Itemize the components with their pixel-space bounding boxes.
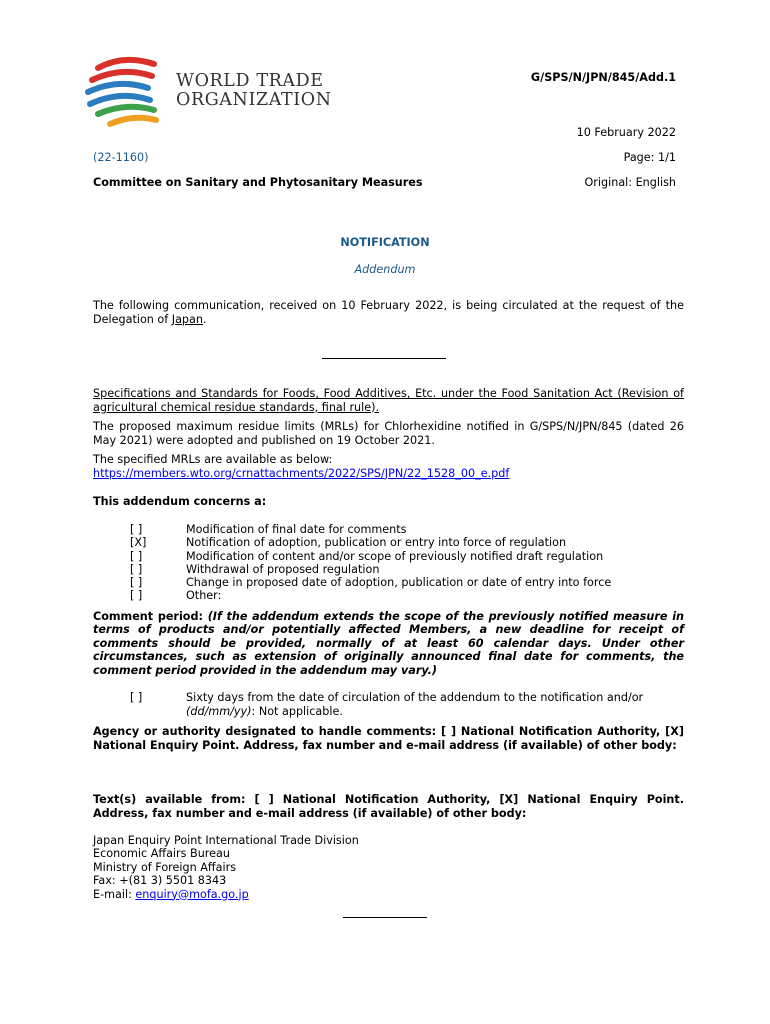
reference-number: (22-1160) [93, 151, 149, 164]
checklist-item [130, 589, 690, 602]
committee-name: Committee on Sanitary and Phytosanitary Measures [93, 176, 423, 189]
checklist-item [130, 536, 690, 549]
organization-name: WORLD TRADE ORGANIZATION [176, 71, 332, 110]
page-subtitle: Addendum [354, 263, 416, 276]
sixty-days-row: [ ] Sixty days from the date of circulation of the addendum to the notification and/or (dd/mm/yy): Not applicable. [130, 691, 644, 718]
checkbox[interactable]: [ ] [130, 576, 143, 590]
divider [322, 358, 446, 359]
address-block: Japan Enquiry Point International Trade Division Economic Affairs Bureau Ministry of Foreign Affairs Fax: +(81 3) 5501 8343 E-mail: enquiry@mofa.go.jp [93, 834, 359, 901]
original-language: Original: English [584, 176, 676, 189]
agency-authority: Agency or authority designated to handle comments: [ ] National Notification Authority, [X] National Enquiry Point. Address, fax number and e-mail address (if available) of other body: [93, 725, 684, 752]
checklist-label: Modification of final date for comments [186, 523, 407, 536]
checklist-item [130, 563, 690, 576]
checklist-item [130, 576, 690, 589]
checklist-label: Withdrawal of proposed regulation [186, 562, 380, 576]
checkbox[interactable]: [ ] [130, 589, 143, 603]
end-divider [343, 917, 427, 918]
body-paragraph: The proposed maximum residue limits (MRLs) for Chlorhexidine notified in G/SPS/N/JPN/845 (dated 26 May 2021) were adopted and published on 19 October 2021. [93, 420, 684, 447]
checklist-label: Notification of adoption, publication or entry into force of regulation [186, 536, 567, 550]
checkbox[interactable]: [X] [130, 536, 147, 550]
member-name: Japan [171, 312, 203, 326]
page-title: NOTIFICATION [340, 236, 430, 249]
page-number: Page: 1/1 [623, 151, 676, 164]
document-symbol: G/SPS/N/JPN/845/Add.1 [530, 71, 676, 84]
document-date: 10 February 2022 [576, 126, 676, 139]
checklist-label: Modification of content and/or scope of previously notified draft regulation [186, 549, 604, 563]
email-link[interactable]: enquiry@mofa.go.jp [135, 887, 249, 901]
mrl-info: The specified MRLs are available as below: https://members.wto.org/crnattachments/2022/SPS/JPN/22_1528_00_e.pdf [93, 453, 510, 480]
intro-paragraph: The following communication, received on 10 February 2022, is being circulated at the request of the Delegation of Japan. [93, 299, 684, 326]
attachment-link[interactable]: https://members.wto.org/crnattachments/2022/SPS/JPN/22_1528_00_e.pdf [93, 466, 510, 480]
checklist-item [130, 523, 690, 536]
addendum-checklist [130, 523, 690, 603]
checklist-label: Other: [186, 589, 222, 603]
checkbox[interactable]: [ ] [130, 562, 143, 576]
comment-period: Comment period: (If the addendum extends the scope of the previously notified measure in terms of products and/or potentially affected Members, a new deadline for receipt of comments should be provided, normally of at least 60 calendar days. Under other circumstances, such as extension of originally announced final date for comments, the comment period provided in the addendum may vary.) [93, 610, 684, 677]
checkbox[interactable]: [ ] [130, 549, 143, 563]
measure-heading: Specifications and Standards for Foods, Food Additives, Etc. under the Food Sanitation Act (Revision of agricultural chemical residue standards, final rule). [93, 387, 684, 414]
checklist-label: Change in proposed date of adoption, publication or date of entry into force [186, 576, 612, 590]
checkbox[interactable]: [ ] [130, 691, 143, 704]
checklist-item [130, 550, 690, 563]
checkbox[interactable]: [ ] [130, 523, 143, 536]
concerns-label: This addendum concerns a: [93, 495, 267, 508]
texts-available: Text(s) available from: [ ] National Notification Authority, [X] National Enquiry Point. Address, fax number and e-mail address (if available) of other body: [93, 793, 684, 820]
